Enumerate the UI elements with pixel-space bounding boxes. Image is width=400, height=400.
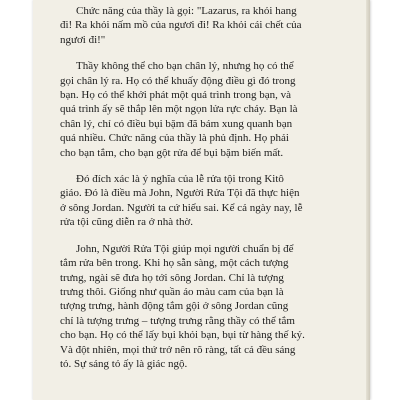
body-text (60, 4, 366, 383)
text-line: chân lý, chỉ có điều bụi bặm đã bám xung quanh bạn (60, 117, 293, 130)
text-line: cho bạn tắm, cho bạn gột rửa để bụi bặm biến mất. (60, 146, 284, 159)
text-line: Và đột nhiên, mọi thứ trở nên rõ ràng, tất cả đều sáng (60, 343, 296, 356)
text-line: đi! Ra khỏi nấm mồ của ngươi đi! Ra khỏi cái chết của (60, 19, 302, 32)
text-line: quá trình ấy sẽ thắp lên một ngọn lửa rực cháy. Bạn là (60, 103, 298, 116)
paragraph-4 (60, 242, 366, 372)
text-line: tượng trưng, hành động tắm gội ở sông Jordan cũng (60, 300, 289, 313)
text-line: chỉ là tượng trưng – tượng trưng rằng thầy có thể tắm (60, 314, 295, 327)
text-line: cho bạn. Họ có thể lấy bụi khỏi bạn, bụi từ hàng thế kỷ. (60, 329, 305, 342)
text-line: tỏ. Sự sáng tỏ ấy là giác ngộ. (60, 357, 188, 370)
paragraph-2 (60, 59, 366, 160)
page-gutter (366, 0, 370, 400)
text-line: quá nhiều. Chức năng của thầy là phủ định. Họ phải (60, 132, 289, 145)
text-line: tắm rửa bên trong. Khi họ sẵn sàng, một cách tượng (60, 257, 289, 270)
text-line: trưng, ngài sẽ đưa họ tới sông Jordan. Chỉ là tượng (60, 271, 284, 284)
paragraph-1 (60, 4, 366, 47)
text-line: trưng thôi. Giống như quần áo màu cam của bạn là (60, 285, 284, 298)
text-line: Thầy không thể cho bạn chân lý, nhưng họ có thể (76, 60, 294, 73)
text-line: Chức năng của thầy là gọi: "Lazarus, ra khỏi hang (76, 5, 297, 17)
text-line: Đó đích xác là ý nghĩa của lễ rửa tội trong Kitô (76, 173, 284, 186)
text-line: ngươi đi!" (60, 33, 106, 46)
text-line: gọi chân lý ra. Họ có thể khuấy động điều gì đó trong (60, 74, 296, 87)
text-line: giáo. Đó là điều mà John, Người Rửa Tội đã thực hiện (60, 187, 300, 200)
text-line: John, Người Rửa Tội giúp mọi người chuẩn bị để (76, 242, 294, 255)
text-line: rửa tội cũng diễn ra ở nhà thờ. (60, 216, 194, 229)
text-line: ở sông Jordan. Người ta cứ hiểu sai. Kể cả ngày nay, lễ (60, 201, 303, 214)
text-line: bạn. Họ có thể khởi phát một quá trình trong bạn, và (60, 89, 291, 102)
paragraph-3 (60, 172, 366, 230)
